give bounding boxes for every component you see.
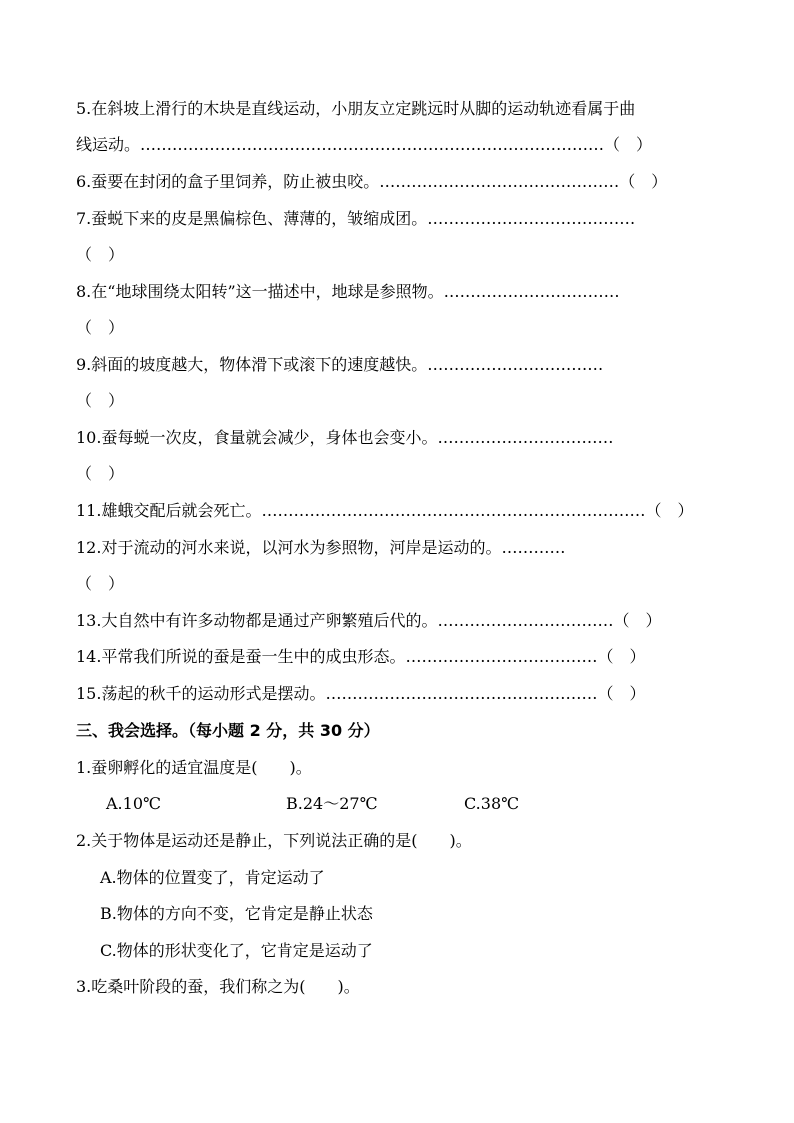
question-7: 7.蚕蜕下来的皮是黑偏棕色、薄薄的，皱缩成团。………………………………… xyxy=(76,209,636,228)
question-6: 6.蚕要在封闭的盒子里饲养，防止被虫咬。………………………………………（ ） xyxy=(76,172,668,191)
question-11: 11.雄蛾交配后就会死亡。………………………………………………………………（ ） xyxy=(76,501,694,520)
choice-1-option-b: B.24～27℃ xyxy=(286,794,378,813)
question-7-answer-blank: （ ） xyxy=(76,245,125,264)
choice-question-2: 2.关于物体是运动还是静止，下列说法正确的是( )。 xyxy=(76,831,472,850)
question-9: 9.斜面的坡度越大，物体滑下或滚下的速度越快。…………………………… xyxy=(76,355,604,374)
question-12: 12.对于流动的河水来说，以河水为参照物，河岸是运动的。………… xyxy=(76,538,566,557)
question-12-answer-blank: （ ） xyxy=(76,574,125,593)
question-15: 15.荡起的秋千的运动形式是摆动。……………………………………………（ ） xyxy=(76,684,646,703)
question-9-answer-blank: （ ） xyxy=(76,391,125,410)
section-3-heading: 三、我会选择。（每小题 2 分，共 30 分） xyxy=(76,721,380,740)
question-10-answer-blank: （ ） xyxy=(76,464,125,483)
choice-question-1: 1.蚕卵孵化的适宜温度是( )。 xyxy=(76,758,312,777)
choice-question-3: 3.吃桑叶阶段的蚕，我们称之为( )。 xyxy=(76,977,360,996)
choice-2-option-a: A.物体的位置变了，肯定运动了 xyxy=(100,868,325,887)
choice-2-option-b: B.物体的方向不变，它肯定是静止状态 xyxy=(100,904,373,923)
question-10: 10.蚕每蜕一次皮，食量就会减少，身体也会变小。…………………………… xyxy=(76,428,614,447)
choice-1-option-c: C.38℃ xyxy=(464,794,520,813)
choice-1-option-a: A.10℃ xyxy=(106,794,161,813)
question-14: 14.平常我们所说的蚕是蚕一生中的成虫形态。………………………………（ ） xyxy=(76,647,646,666)
question-13: 13.大自然中有许多动物都是通过产卵繁殖后代的。……………………………（ ） xyxy=(76,611,662,630)
question-8-answer-blank: （ ） xyxy=(76,318,125,337)
question-8: 8.在“地球围绕太阳转”这一描述中，地球是参照物。…………………………… xyxy=(76,282,620,301)
question-5-line-2: 线运动。……………………………………………………………………………（ ） xyxy=(76,135,653,154)
choice-2-option-c: C.物体的形状变化了，它肯定是运动了 xyxy=(100,941,373,960)
question-5-line-1: 5.在斜坡上滑行的木块是直线运动，小朋友立定跳远时从脚的运动轨迹看属于曲 xyxy=(76,99,636,118)
